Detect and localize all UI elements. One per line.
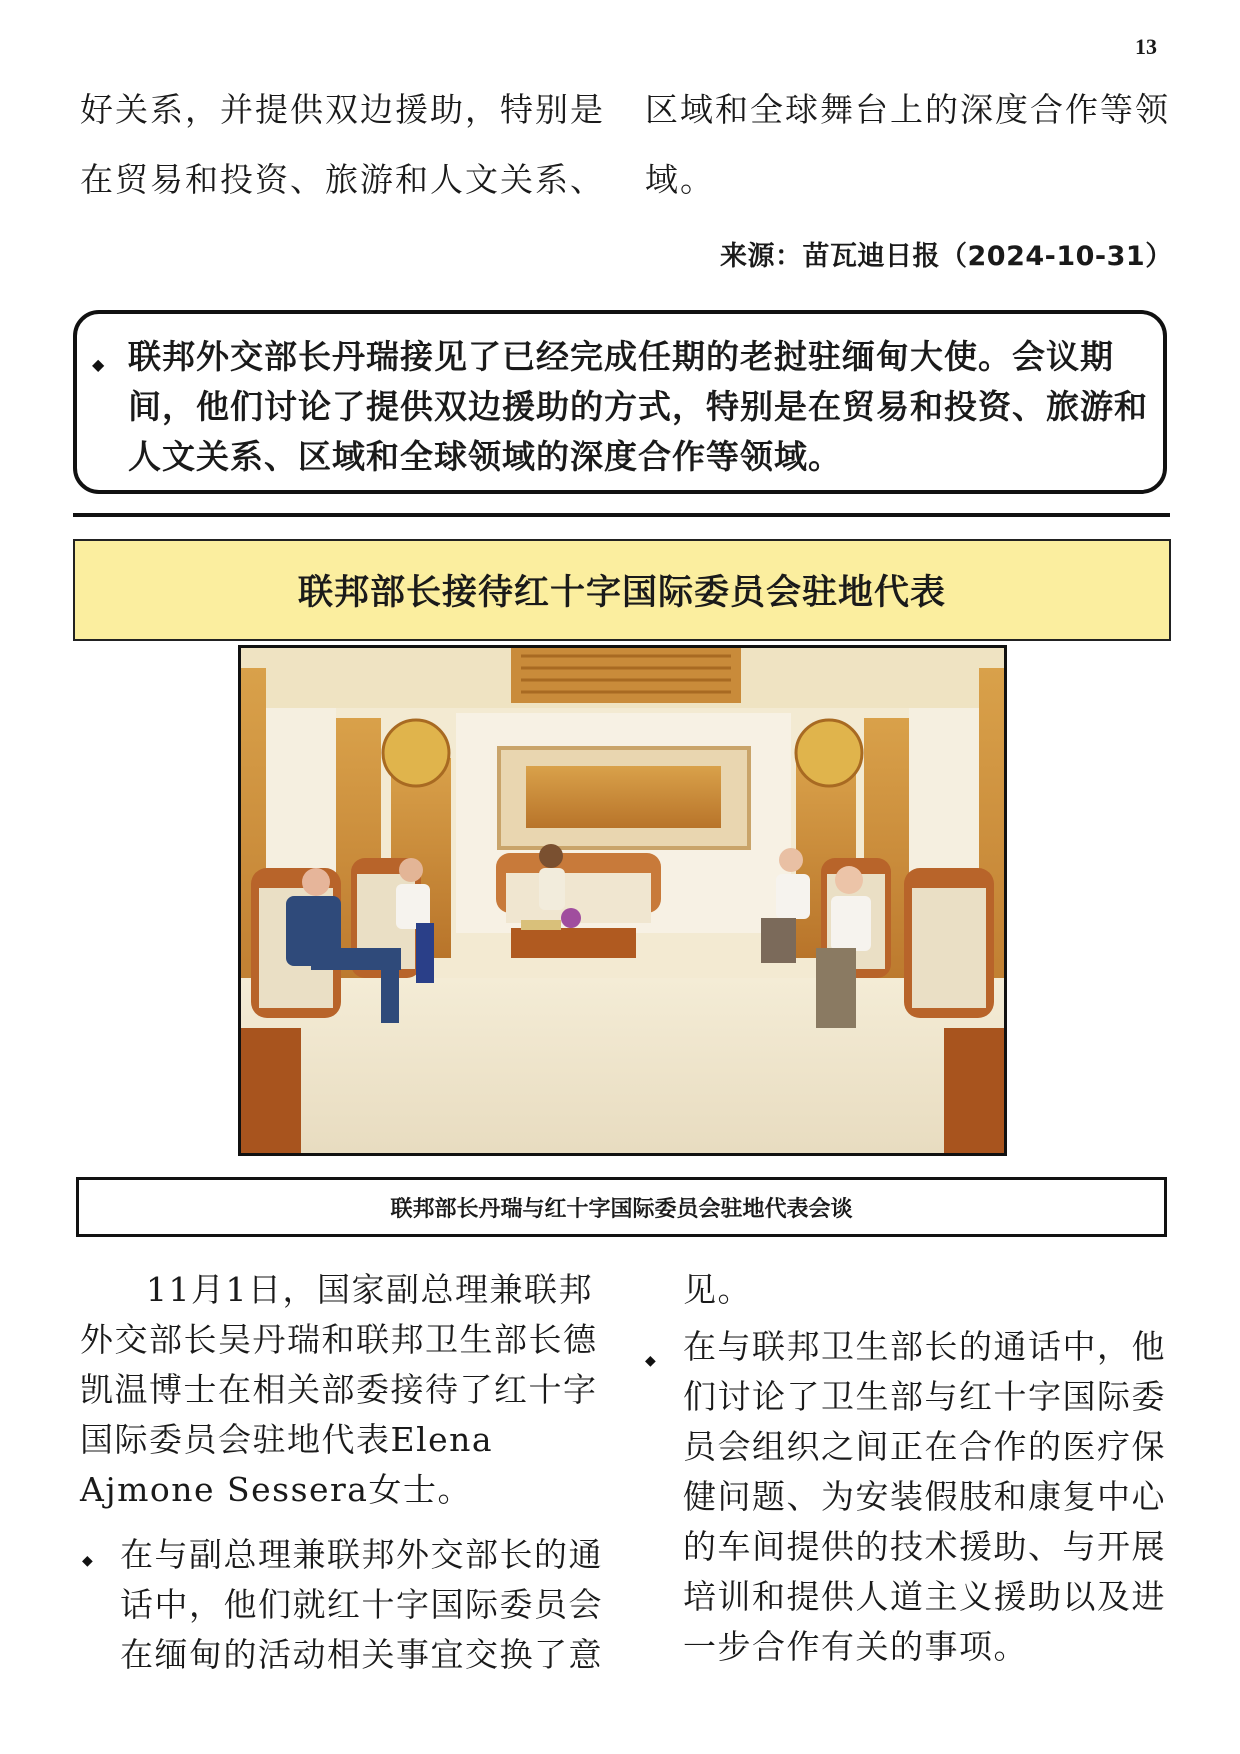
page-number: 13: [1135, 34, 1157, 59]
diamond-bullet-icon: ◆: [82, 1553, 93, 1569]
article-bullet-1: 在与副总理兼联邦外交部长的通话中，他们就红十字国际委员会在缅甸的活动相关事宜交换了意: [120, 1535, 603, 1674]
top-right-paragraph: 区域和全球舞台上的深度合作等领域。: [645, 90, 1170, 199]
article-bullet-1-tail: 见。: [683, 1270, 752, 1309]
top-left-paragraph: 好关系，并提供双边援助，特别是在贸易和投资、旅游和人文关系、: [80, 90, 605, 199]
article-bullet-2: 在与联邦卫生部长的通话中，他们讨论了卫生部与红十字国际委员会组织之间正在合作的医疗保健问题、为安装假肢和康复中心的车间提供的技术援助、与开展培训和提供人道主义援助以及进一步合作有关的事项。: [683, 1327, 1166, 1666]
diamond-bullet-icon: ◆: [645, 1353, 656, 1369]
photo-caption: 联邦部长丹瑞与红十字国际委员会驻地代表会谈: [390, 1196, 853, 1222]
source-line: 来源：苗瓦迪日报（2024-10-31）: [720, 241, 1173, 272]
meeting-photo: [238, 645, 1007, 1156]
section-divider: [73, 513, 1170, 517]
article-title: 联邦部长接待红十字国际委员会驻地代表: [297, 573, 946, 613]
article-intro-text: 11月1日，国家副总理兼联邦外交部长吴丹瑞和联邦卫生部长德凯温博士在相关部委接待了红十字国际委员会驻地代表Elena Ajmone Sessera女士。: [80, 1270, 598, 1509]
diamond-bullet-icon: ◆: [92, 355, 105, 374]
summary-text: 联邦外交部长丹瑞接见了已经完成任期的老挝驻缅甸大使。会议期间，他们讨论了提供双边援助的方式，特别是在贸易和投资、旅游和人文关系、区域和全球领域的深度合作等领域。: [128, 337, 1148, 476]
article-intro: [80, 1265, 610, 1515]
meeting-room-illustration: [241, 648, 1004, 1153]
